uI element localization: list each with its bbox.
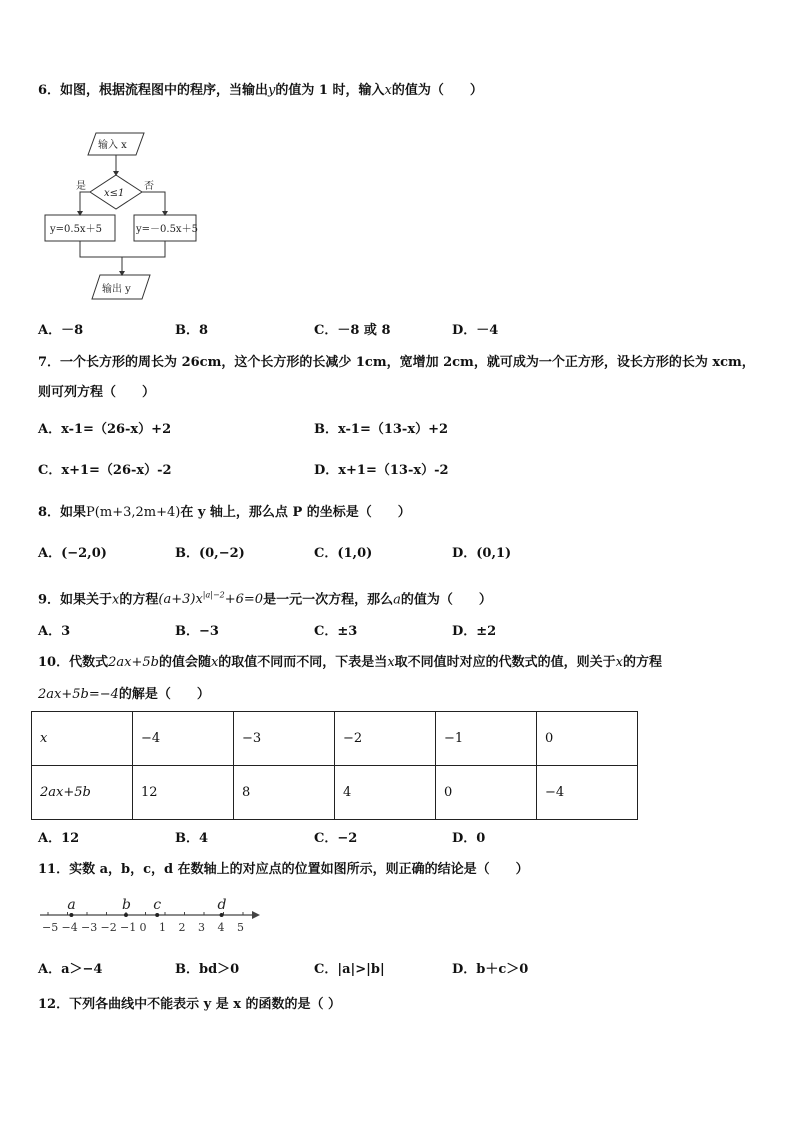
number-line-tick-label: 4 bbox=[217, 921, 225, 934]
q6-option-b: B．8 bbox=[175, 323, 209, 338]
q9-option-d: D．±2 bbox=[452, 624, 497, 639]
number-line-point-a bbox=[69, 913, 73, 917]
table-cell: −2 bbox=[335, 712, 436, 766]
number-line-point-c bbox=[155, 913, 159, 917]
q8-option-c: C．(1,0) bbox=[314, 546, 373, 561]
number-line-tick-label: −3 bbox=[81, 921, 98, 934]
q7-option-c: C．x+1=（26-x）-2 bbox=[38, 463, 172, 478]
table-cell: 0 bbox=[537, 712, 638, 766]
table-row bbox=[32, 712, 638, 766]
q12-stem: 12．下列各曲线中不能表示 y 是 x 的函数的是（ ） bbox=[38, 997, 342, 1012]
flow-yes-label: 是 bbox=[76, 181, 86, 192]
number-line-tick-label: 2 bbox=[178, 921, 186, 934]
table-cell: −3 bbox=[234, 712, 335, 766]
q7-option-a: A．x-1=（26-x）+2 bbox=[38, 422, 172, 437]
number-line-point-b bbox=[124, 913, 128, 917]
flow-left-box-label: y=0.5x＋5 bbox=[50, 224, 102, 235]
q8-option-a: A．(−2,0) bbox=[38, 546, 107, 561]
q6-stem: 6．如图，根据流程图中的程序，当输出y的值为 1 时，输入x的值为（ ） bbox=[38, 83, 483, 98]
q7-option-d: D．x+1=（13-x）-2 bbox=[314, 463, 449, 478]
q11-option-b: B．bd＞0 bbox=[175, 962, 240, 977]
number-line-point-label-b: b bbox=[122, 897, 131, 913]
q9-equation: $(a+3)x^{|a|-2}+6=0$ bbox=[158, 591, 264, 608]
flow-condition-label: x≤1 bbox=[104, 188, 125, 199]
number-line bbox=[36, 893, 261, 938]
q11-option-a: A．a＞−4 bbox=[38, 962, 103, 977]
table-cell: 12 bbox=[133, 766, 234, 820]
table-cell: x bbox=[32, 712, 133, 766]
q9-option-b: B．−3 bbox=[175, 624, 219, 639]
number-line-point-label-a: a bbox=[67, 897, 76, 913]
number-line-tick-label: 0 bbox=[139, 921, 147, 934]
q7-stem-line1: 7．一个长方形的周长为 26cm，这个长方形的长减少 1cm，宽增加 2cm，就可成为一个正方形，设长方形的长为 xcm， bbox=[38, 355, 755, 370]
flow-input-label: 输入 x bbox=[98, 140, 127, 151]
q8-option-d: D．(0,1) bbox=[452, 546, 512, 561]
q10-option-c: C．−2 bbox=[314, 831, 358, 846]
table-cell: 0 bbox=[436, 766, 537, 820]
number-line-tick-label: −2 bbox=[100, 921, 117, 934]
q11-option-d: D．b＋c＞0 bbox=[452, 962, 529, 977]
table-cell: −4 bbox=[537, 766, 638, 820]
flowchart bbox=[38, 125, 208, 310]
q8-stem: 8．如果P(m+3,2m+4)在 y 轴上，那么点 P 的坐标是（ ） bbox=[38, 505, 411, 520]
table-cell: −4 bbox=[133, 712, 234, 766]
number-line-tick-label: −1 bbox=[120, 921, 137, 934]
q11-stem: 11．实数 a，b，c，d 在数轴上的对应点的位置如图所示，则正确的结论是（ ） bbox=[38, 862, 529, 877]
flow-output-label: 输出 y bbox=[102, 284, 131, 295]
q10-option-b: B．4 bbox=[175, 831, 209, 846]
number-line-tick-label: 3 bbox=[198, 921, 205, 934]
q9-stem: 9．如果关于x的方程$(a+3)x^{|a|-2}+6=0$是一元一次方程，那么a的值为（ ） bbox=[38, 591, 492, 608]
number-line-tick-label: −5 bbox=[42, 921, 59, 934]
q10-option-a: A．12 bbox=[38, 831, 80, 846]
q8-option-b: B．(0,−2) bbox=[175, 546, 245, 561]
q10-stem-line2: 2ax+5b=−4的解是（ ） bbox=[38, 687, 210, 702]
number-line-tick-label: 5 bbox=[237, 921, 244, 934]
number-line-point-label-c: c bbox=[153, 897, 162, 913]
number-line-tick-label: 1 bbox=[159, 921, 166, 934]
q7-stem-line2: 则可列方程（ ） bbox=[38, 385, 156, 400]
q10-value-table bbox=[31, 711, 638, 820]
q10-stem-line1: 10．代数式2ax+5b的值会随x的取值不同而不同，下表是当x取不同值时对应的代数式的值，则关于x的方程 bbox=[38, 655, 663, 670]
q9-option-a: A．3 bbox=[38, 624, 71, 639]
q6-option-d: D．－4 bbox=[452, 323, 499, 338]
q10-option-d: D．0 bbox=[452, 831, 486, 846]
number-line-point-d bbox=[220, 913, 224, 917]
q6-option-a: A．－8 bbox=[38, 323, 84, 338]
number-line-tick-label: −4 bbox=[61, 921, 78, 934]
q7-option-b: B．x-1=（13-x）+2 bbox=[314, 422, 449, 437]
table-cell: 4 bbox=[335, 766, 436, 820]
q11-option-c: C．|a|>|b| bbox=[314, 962, 385, 977]
flow-no-label: 否 bbox=[144, 181, 154, 192]
table-cell: 8 bbox=[234, 766, 335, 820]
table-cell: 2ax+5b bbox=[32, 766, 133, 820]
q6-option-c: C．－8 或 8 bbox=[314, 323, 391, 338]
flow-right-box-label: y=－0.5x＋5 bbox=[136, 224, 198, 235]
q9-option-c: C．±3 bbox=[314, 624, 358, 639]
table-cell: −1 bbox=[436, 712, 537, 766]
number-line-point-label-d: d bbox=[217, 897, 227, 913]
table-row bbox=[32, 766, 638, 820]
